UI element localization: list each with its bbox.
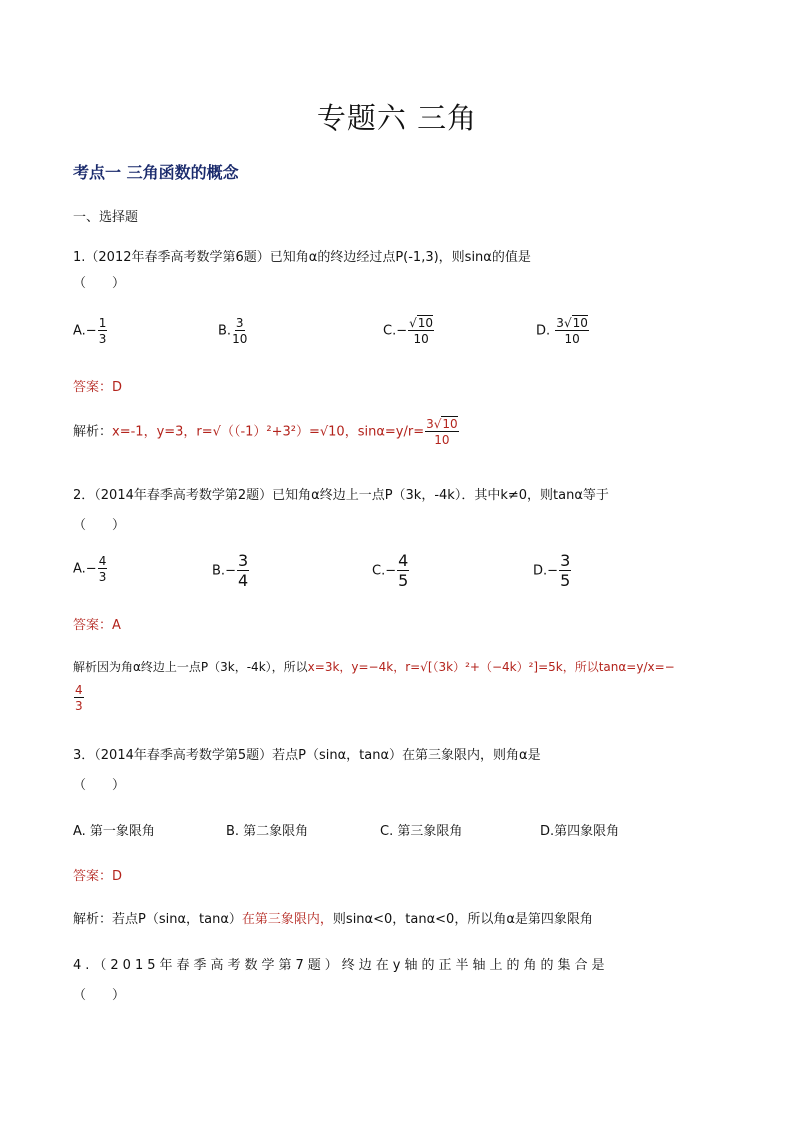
question-2-option-d: D.− $\frac{3}{5}$ — [533, 551, 571, 590]
page-title: 专题六 三角 — [316, 101, 478, 135]
question-1-option-d: D. $\frac{3√10}{10}$ — [536, 316, 588, 346]
question-3-answer: 答案：D — [73, 869, 123, 884]
question-3-option-b: B. 第二象限角 — [226, 824, 309, 839]
question-2-option-a: A.− $\frac{4}{3}$ — [73, 554, 107, 584]
question-3-option-d: D.第四象限角 — [540, 824, 620, 839]
question-3-option-a: A. 第一象限角 — [73, 824, 155, 839]
question-1-option-c: C.− $\frac{√10}{10}$ — [383, 316, 434, 346]
question-2-option-b: B.− $\frac{3}{4}$ — [212, 551, 249, 590]
question-3-analysis: 解析：若点P（sinα，tanα）在第三象限内，则sinα<0，tanα<0，所以角α是第四象限角 — [73, 912, 593, 927]
question-1-answer: 答案：D — [73, 380, 123, 395]
question-1-analysis: 解析：x=-1，y=3，r=√（（-1）²+3²）=√10，sinα=y/r= $\frac{3√10}{10}$ — [73, 417, 458, 447]
question-3-blank: （ ） — [73, 778, 126, 793]
question-2-answer: 答案：A — [73, 618, 121, 633]
question-2-analysis: 解析因为角α终边上一点P（3k，-4k），所以x=3k，y=−4k，r=√[（3k）²+（−4k）²]=5k，所以tanα=y/x=− — [73, 660, 675, 674]
question-2-option-c: C.− $\frac{4}{5}$ — [372, 551, 409, 590]
question-2-stem: 2．（2014年春季高考数学第2题）已知角α终边上一点P（3k，-4k）．其中k≠0，则tanα等于 — [73, 488, 609, 503]
question-4-blank: （ ） — [73, 988, 126, 1003]
part-heading: 一、选择题 — [73, 210, 139, 225]
question-3-option-c: C. 第三象限角 — [380, 824, 463, 839]
question-1-option-b: B. $\frac{3}{10}$ — [218, 316, 248, 346]
question-1-stem: 1.（2012年春季高考数学第6题）已知角α的终边经过点P(-1,3)，则sinα的值是 — [73, 250, 531, 265]
question-2-blank: （ ） — [73, 518, 126, 533]
question-3-stem: 3．（2014年春季高考数学第5题）若点P（sinα，tanα）在第三象限内，则角α是 — [73, 748, 541, 763]
question-2-analysis-fraction: $\frac{4}{3}$ — [75, 683, 83, 713]
question-1-blank: （ ） — [73, 276, 126, 291]
section-heading: 考点一 三角函数的概念 — [73, 163, 239, 182]
question-4-stem: 4.（2015年春季高考数学第7题）终边在y轴的正半轴上的角的集合是 — [73, 958, 609, 973]
question-1-option-a: A.− $\frac{1}{3}$ — [73, 316, 107, 346]
